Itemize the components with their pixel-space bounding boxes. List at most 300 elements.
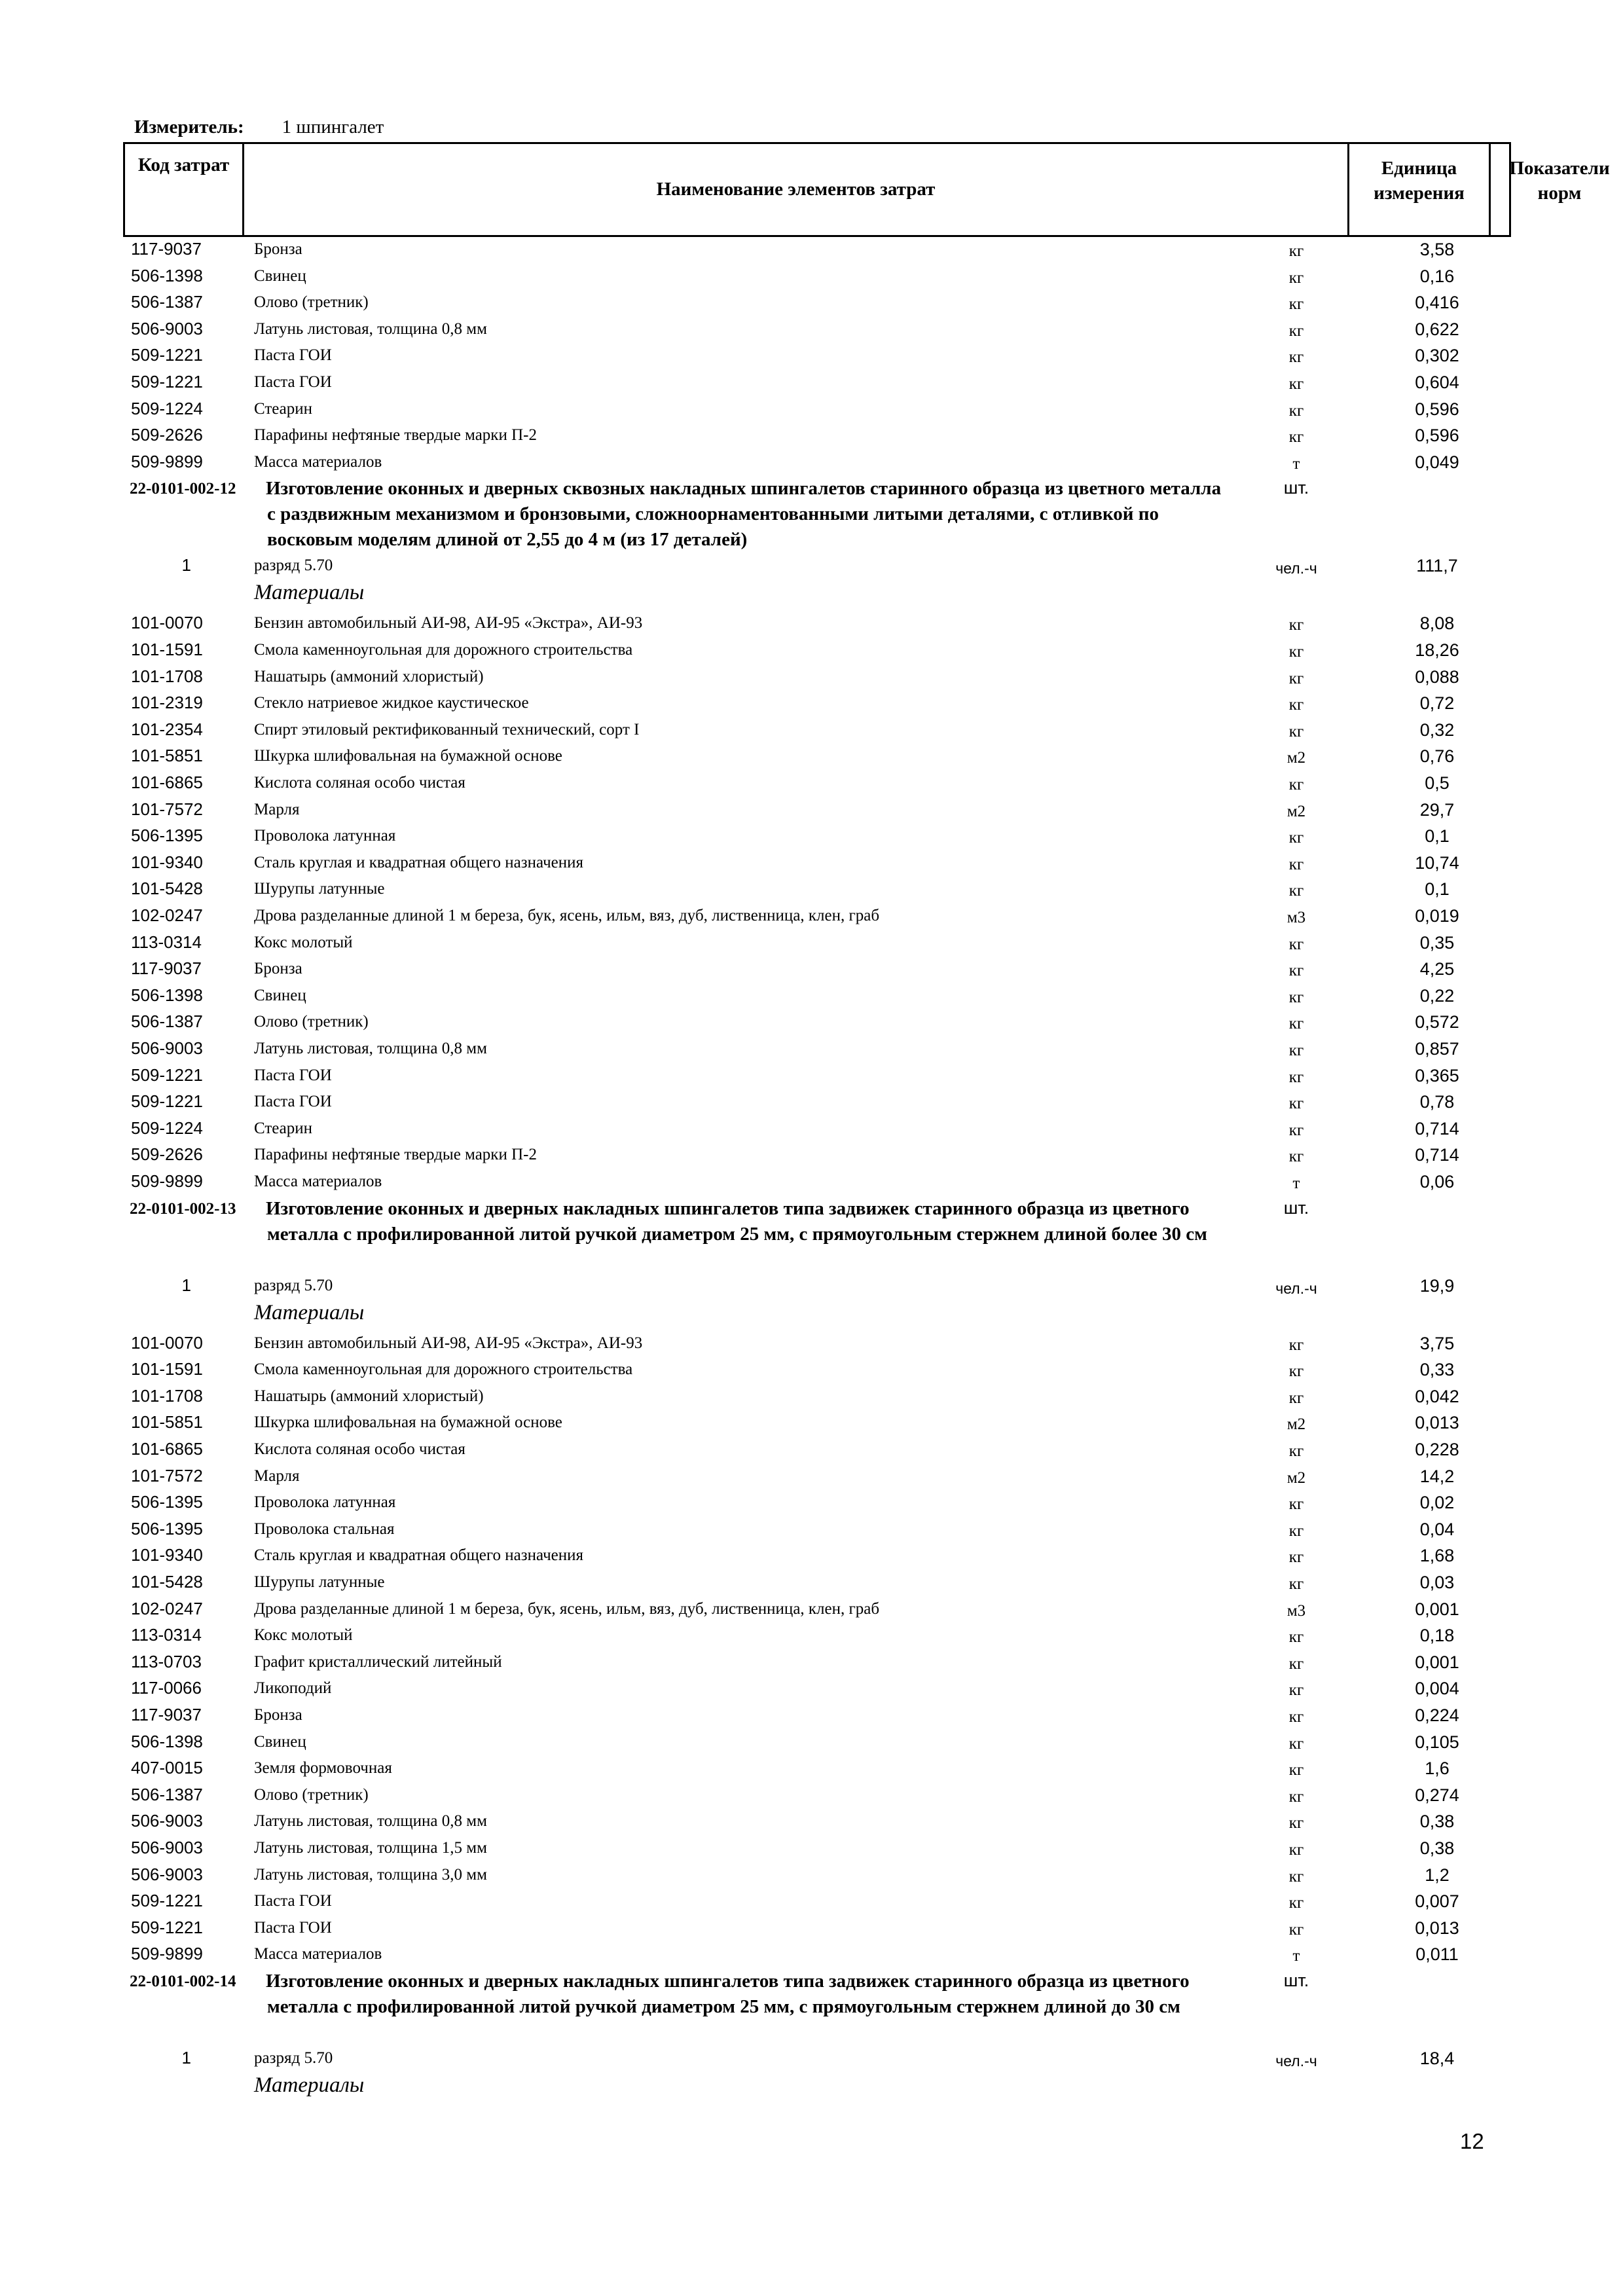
row-name: Паста ГОИ xyxy=(254,1892,332,1910)
row-code: 509-9899 xyxy=(131,1944,203,1964)
row-value: 0,1 xyxy=(1425,826,1450,847)
page-number: 12 xyxy=(1460,2129,1484,2153)
row-code: 101-1591 xyxy=(131,640,203,659)
row-value: 0,04 xyxy=(1419,1519,1455,1539)
meter-label: Измеритель: xyxy=(134,117,244,137)
meter-line xyxy=(134,117,384,138)
row-name: Стекло натриевое жидкое каустическое xyxy=(254,694,529,712)
row-unit: шт. xyxy=(1283,478,1309,498)
row-unit: кг xyxy=(1288,1920,1304,1939)
row-name: Масса материалов xyxy=(254,1945,382,1963)
row-code: 509-1221 xyxy=(131,1091,203,1112)
row-value: 0,1 xyxy=(1425,879,1450,900)
row-name: Шурупы латунные xyxy=(254,1573,385,1591)
row-name: разряд 5.70 xyxy=(254,2049,333,2067)
table-row xyxy=(0,343,1623,370)
row-value: 0,596 xyxy=(1415,426,1459,446)
row-unit: кг xyxy=(1288,1121,1304,1139)
table-row xyxy=(0,397,1623,424)
row-code: 101-5851 xyxy=(131,746,203,766)
row-value: 0,857 xyxy=(1415,1039,1459,1059)
row-unit: м3 xyxy=(1286,909,1306,926)
row-value: 0,011 xyxy=(1415,1944,1459,1965)
row-name: Бронза xyxy=(254,960,302,978)
table-row xyxy=(0,1464,1623,1491)
row-name: Свинец xyxy=(254,1732,306,1751)
row-unit: кг xyxy=(1288,401,1304,420)
row-value: 0,72 xyxy=(1419,693,1455,714)
row-code: 506-1395 xyxy=(131,1518,203,1539)
table-row xyxy=(0,1063,1623,1090)
row-unit: кг xyxy=(1288,1867,1304,1886)
row-unit: кг xyxy=(1288,348,1304,367)
row-name: Смола каменноугольная для дорожного строительства xyxy=(254,641,633,659)
table-row xyxy=(0,744,1623,771)
row-unit: т xyxy=(1292,1947,1300,1965)
row-code: 101-1591 xyxy=(131,1359,203,1379)
row-name: Паста ГОИ xyxy=(254,373,332,391)
row-value: 3,58 xyxy=(1419,240,1455,259)
header-unit-line1: Единица xyxy=(1381,158,1457,179)
table-row xyxy=(0,290,1623,317)
table-row xyxy=(0,1410,1623,1437)
row-code: 506-1398 xyxy=(131,985,203,1005)
row-name: Проволока стальная xyxy=(254,1520,395,1538)
table-row xyxy=(0,903,1623,930)
row-value: 0,714 xyxy=(1415,1145,1459,1165)
materials-heading-row xyxy=(0,581,1623,611)
table-row xyxy=(0,1517,1623,1544)
table-row xyxy=(0,611,1623,638)
header-name: Наименование элементов затрат xyxy=(244,144,1349,235)
row-name: Бронза xyxy=(254,1706,302,1724)
row-name: Материалы xyxy=(254,581,365,605)
rank-row xyxy=(0,2046,1623,2073)
row-name: Олово (третник) xyxy=(254,1785,369,1804)
row-name: Масса материалов xyxy=(254,452,382,471)
row-value: 0,18 xyxy=(1419,1626,1455,1646)
table-row xyxy=(0,317,1623,344)
row-name: Бензин автомобильный АИ-98, АИ-95 «Экстра», АИ-93 xyxy=(254,1334,643,1352)
row-code: 509-9899 xyxy=(131,1171,203,1191)
row-unit: кг xyxy=(1288,962,1304,980)
row-name: Шурупы латунные xyxy=(254,880,385,898)
row-value: 0,76 xyxy=(1419,746,1455,767)
row-name: Земля формовочная xyxy=(254,1759,392,1777)
row-unit: кг xyxy=(1288,1522,1304,1540)
row-unit: кг xyxy=(1288,321,1304,340)
table-row xyxy=(0,1384,1623,1411)
table-row xyxy=(0,1650,1623,1677)
row-value: 8,08 xyxy=(1419,613,1455,634)
table-row xyxy=(0,1942,1623,1969)
row-code: 509-1221 xyxy=(131,345,203,365)
row-value: 29,7 xyxy=(1419,799,1455,820)
row-code: 101-9340 xyxy=(131,852,203,872)
row-unit: кг xyxy=(1288,268,1304,287)
table-row xyxy=(0,718,1623,744)
table-row xyxy=(0,1437,1623,1464)
table-row xyxy=(0,1623,1623,1650)
row-code: 117-9037 xyxy=(131,958,202,979)
row-unit: кг xyxy=(1288,1841,1304,1859)
table-row xyxy=(0,638,1623,665)
row-name: Паста ГОИ xyxy=(254,1093,332,1111)
table-row xyxy=(0,930,1623,957)
row-name: Кислота соляная особо чистая xyxy=(254,774,465,792)
row-value: 1,68 xyxy=(1419,1546,1455,1566)
header-norm-line1: Показатели xyxy=(1509,158,1610,179)
row-unit: кг xyxy=(1288,935,1304,953)
table-row xyxy=(0,450,1623,477)
table-row xyxy=(0,1756,1623,1783)
row-value: 0,38 xyxy=(1419,1812,1455,1832)
row-code: 1 xyxy=(181,555,191,575)
table-row xyxy=(0,1783,1623,1810)
row-name: Нашатырь (аммоний хлористый) xyxy=(254,1387,484,1405)
row-value: 0,049 xyxy=(1415,452,1459,472)
row-code: 506-1387 xyxy=(131,292,203,312)
table-row xyxy=(0,1730,1623,1757)
row-name: Изготовление оконных и дверных накладных шпингалетов типа задвижек старинного образца из цветного металла с профилированной литой ручкой диаметром 25 мм, с прямоугольным стержнем длиной до 30 см xyxy=(266,1971,1190,2017)
table-header xyxy=(123,142,1610,237)
header-unit-line2: измерения xyxy=(1374,183,1465,204)
row-name: разряд 5.70 xyxy=(254,556,333,575)
row-name: Проволока латунная xyxy=(254,827,396,845)
row-unit: кг xyxy=(1288,1148,1304,1166)
row-code: 509-1224 xyxy=(131,1118,203,1138)
row-unit: кг xyxy=(1288,1814,1304,1832)
section-row xyxy=(0,1196,1623,1273)
table-row xyxy=(0,237,1623,264)
table-row xyxy=(0,1089,1623,1116)
row-name: Кокс молотый xyxy=(254,1626,353,1645)
row-value: 0,416 xyxy=(1415,293,1459,313)
row-unit: шт. xyxy=(1283,1971,1309,1990)
row-value: 0,35 xyxy=(1419,932,1455,953)
row-code: 506-1398 xyxy=(131,1731,203,1751)
row-code: 113-0314 xyxy=(131,1625,202,1645)
table-row xyxy=(0,1676,1623,1703)
section-row xyxy=(0,476,1623,553)
row-code: 113-0703 xyxy=(131,1651,202,1671)
table-row xyxy=(0,797,1623,824)
row-code: 506-1395 xyxy=(131,1492,203,1512)
row-name: Кокс молотый xyxy=(254,933,353,951)
row-value: 18,4 xyxy=(1419,2049,1455,2068)
row-unit: кг xyxy=(1288,1095,1304,1113)
row-name: Дрова разделанные длиной 1 м береза, бук, ясень, ильм, вяз, дуб, лиственница, клен, граб xyxy=(254,907,880,924)
row-name: Стеарин xyxy=(254,1119,313,1137)
row-value: 0,274 xyxy=(1415,1785,1459,1805)
row-unit: чел.-ч xyxy=(1275,560,1317,577)
row-value: 0,013 xyxy=(1415,1413,1459,1433)
row-value: 18,26 xyxy=(1415,640,1459,660)
table-row xyxy=(0,983,1623,1010)
row-value: 4,25 xyxy=(1419,959,1455,979)
row-unit: кг xyxy=(1288,1389,1304,1407)
table-row xyxy=(0,850,1623,877)
table-row xyxy=(0,1570,1623,1597)
row-name: Изготовление оконных и дверных накладных шпингалетов типа задвижек старинного образца из цветного металла с профилированной литой ручкой диаметром 25 мм, с прямоугольным стержнем длиной более 30 см xyxy=(266,1197,1207,1245)
row-code: 506-9003 xyxy=(131,1811,203,1831)
row-name: Паста ГОИ xyxy=(254,1918,332,1937)
row-unit: м2 xyxy=(1286,1415,1306,1434)
row-value: 0,042 xyxy=(1415,1386,1459,1406)
row-unit: кг xyxy=(1288,1548,1304,1567)
row-code: 101-7572 xyxy=(131,799,203,819)
row-code: 509-1221 xyxy=(131,372,203,392)
row-value: 0,622 xyxy=(1415,319,1459,339)
row-value: 14,2 xyxy=(1419,1466,1455,1486)
row-code: 506-9003 xyxy=(131,318,203,338)
row-name: Латунь листовая, толщина 0,8 мм xyxy=(254,319,487,338)
row-code: 509-1221 xyxy=(131,1891,203,1911)
table-row xyxy=(0,824,1623,850)
row-value: 0,604 xyxy=(1415,373,1459,392)
row-name: Графит кристаллический литейный xyxy=(254,1652,502,1671)
row-value: 0,38 xyxy=(1419,1838,1455,1858)
table-row xyxy=(0,370,1623,397)
row-name: Бензин автомобильный АИ-98, АИ-95 «Экстра», АИ-93 xyxy=(254,614,643,632)
row-unit: кг xyxy=(1288,1681,1304,1700)
row-name: Сталь круглая и квадратная общего назначения xyxy=(254,853,584,871)
row-unit: кг xyxy=(1288,829,1304,847)
row-name: Сталь круглая и квадратная общего назначения xyxy=(254,1546,584,1565)
row-code: 101-1708 xyxy=(131,666,203,686)
row-name: Латунь листовая, толщина 0,8 мм xyxy=(254,1812,487,1831)
row-code: 506-1395 xyxy=(131,826,203,846)
row-code: 1 xyxy=(181,1275,191,1295)
table-row xyxy=(0,1836,1623,1863)
row-code: 101-0070 xyxy=(131,1332,203,1353)
row-unit: кг xyxy=(1288,1042,1304,1059)
row-unit: кг xyxy=(1288,776,1304,793)
row-unit: м3 xyxy=(1286,1601,1306,1620)
row-unit: кг xyxy=(1288,375,1304,393)
row-name: Свинец xyxy=(254,266,306,285)
row-value: 0,02 xyxy=(1419,1493,1455,1513)
row-value: 0,004 xyxy=(1415,1679,1459,1699)
row-name: Материалы xyxy=(254,1300,365,1324)
row-unit: кг xyxy=(1288,1894,1304,1912)
row-code: 407-0015 xyxy=(131,1758,203,1778)
row-value: 111,7 xyxy=(1416,556,1458,576)
row-value: 0,001 xyxy=(1415,1599,1459,1619)
row-value: 0,5 xyxy=(1425,773,1450,793)
table-row xyxy=(0,957,1623,983)
row-value: 0,06 xyxy=(1419,1172,1455,1192)
row-name: Парафины нефтяные твердые марки П-2 xyxy=(254,426,537,445)
row-name: Марля xyxy=(254,800,300,818)
row-code: 509-1221 xyxy=(131,1917,203,1937)
row-unit: кг xyxy=(1288,669,1304,687)
row-unit: кг xyxy=(1288,855,1304,873)
row-value: 0,019 xyxy=(1415,906,1459,926)
row-name: Олово (третник) xyxy=(254,293,369,312)
row-unit: кг xyxy=(1288,882,1304,900)
row-value: 0,33 xyxy=(1419,1360,1455,1380)
table-row xyxy=(0,1169,1623,1196)
table-row xyxy=(0,1597,1623,1624)
section-row xyxy=(0,1969,1623,2046)
row-unit: кг xyxy=(1288,242,1304,260)
row-code: 101-5428 xyxy=(131,879,203,899)
row-unit: кг xyxy=(1288,428,1304,446)
table-row xyxy=(0,771,1623,797)
row-value: 0,302 xyxy=(1415,346,1459,366)
row-code: 509-1221 xyxy=(131,1065,203,1085)
row-name: Смола каменноугольная для дорожного строительства xyxy=(254,1360,633,1379)
row-unit: т xyxy=(1292,1175,1300,1192)
row-unit: кг xyxy=(1288,1787,1304,1806)
row-value: 0,001 xyxy=(1415,1652,1459,1672)
row-name: Дрова разделанные длиной 1 м береза, бук, ясень, ильм, вяз, дуб, лиственница, клен, граб xyxy=(254,1599,880,1618)
row-code: 506-9003 xyxy=(131,1038,203,1058)
row-unit: кг xyxy=(1288,722,1304,740)
row-name: Парафины нефтяные твердые марки П-2 xyxy=(254,1146,537,1164)
row-value: 0,007 xyxy=(1415,1891,1459,1912)
materials-heading-row xyxy=(0,2073,1623,2104)
row-name: Стеарин xyxy=(254,399,313,418)
row-code: 509-2626 xyxy=(131,1144,203,1165)
table-row xyxy=(0,1357,1623,1384)
rank-row xyxy=(0,1273,1623,1301)
row-code: 101-9340 xyxy=(131,1545,203,1565)
row-code: 1 xyxy=(181,2048,191,2068)
row-code: 506-1398 xyxy=(131,265,203,285)
row-value: 0,714 xyxy=(1415,1118,1459,1139)
table-row xyxy=(0,1916,1623,1942)
header-unit xyxy=(1349,144,1491,235)
row-value: 3,75 xyxy=(1419,1333,1455,1353)
row-value: 0,572 xyxy=(1415,1012,1459,1032)
rank-row xyxy=(0,553,1623,581)
table-row xyxy=(0,1703,1623,1730)
row-name: Изготовление оконных и дверных сквозных накладных шпингалетов старинного образца из цветного металла с раздвижным механизмом и бронзовыми, сложноорнаментованными литыми деталями, с отливкой по восковым моделям длиной от 2,55 до 4 м (из 17 деталей) xyxy=(266,478,1222,551)
table-row xyxy=(0,1889,1623,1916)
row-value: 1,6 xyxy=(1425,1758,1450,1779)
row-value: 0,365 xyxy=(1415,1065,1459,1085)
row-name: Ликоподий xyxy=(254,1679,332,1698)
row-value: 0,228 xyxy=(1415,1440,1459,1459)
table-row xyxy=(0,691,1623,718)
row-unit: кг xyxy=(1288,1734,1304,1753)
table-row xyxy=(0,1010,1623,1036)
row-unit: кг xyxy=(1288,1362,1304,1381)
row-code: 509-2626 xyxy=(131,425,203,445)
table-row xyxy=(0,1543,1623,1570)
row-unit: кг xyxy=(1288,295,1304,314)
materials-heading-row xyxy=(0,1301,1623,1331)
row-unit: кг xyxy=(1288,1495,1304,1514)
table-row xyxy=(0,1490,1623,1517)
row-code: 101-1708 xyxy=(131,1385,203,1406)
row-name: Спирт этиловый ректификованный технический, сорт I xyxy=(254,720,640,738)
row-code: 506-9003 xyxy=(131,1838,203,1857)
table-row xyxy=(0,423,1623,450)
row-code: 101-2354 xyxy=(131,719,203,739)
row-name: Нашатырь (аммоний хлористый) xyxy=(254,667,484,685)
row-code: 102-0247 xyxy=(131,905,203,925)
row-code: 113-0314 xyxy=(131,932,202,952)
row-value: 0,013 xyxy=(1415,1918,1459,1938)
row-unit: кг xyxy=(1288,696,1304,714)
row-unit: кг xyxy=(1288,1575,1304,1593)
row-unit: м2 xyxy=(1286,749,1306,767)
row-code: 117-9037 xyxy=(131,239,202,259)
row-code: 101-0070 xyxy=(131,613,203,633)
row-code: 102-0247 xyxy=(131,1598,203,1618)
row-value: 0,088 xyxy=(1415,666,1459,687)
row-unit: м2 xyxy=(1286,802,1306,820)
row-code: 117-9037 xyxy=(131,1705,202,1724)
table-row xyxy=(0,1863,1623,1889)
row-value: 10,74 xyxy=(1415,852,1459,873)
row-code: 22-0101-002-13 xyxy=(130,1199,236,1218)
row-code: 506-9003 xyxy=(131,1864,203,1884)
row-unit: кг xyxy=(1288,1015,1304,1033)
table-row xyxy=(0,1809,1623,1836)
row-unit: чел.-ч xyxy=(1275,1279,1317,1297)
row-code: 506-1387 xyxy=(131,1011,203,1032)
table-row xyxy=(0,877,1623,903)
row-unit: кг xyxy=(1288,1442,1304,1460)
table-row xyxy=(0,1142,1623,1169)
row-unit: кг xyxy=(1288,988,1304,1006)
row-name: Латунь листовая, толщина 0,8 мм xyxy=(254,1040,487,1057)
row-unit: кг xyxy=(1288,616,1304,634)
row-unit: чел.-ч xyxy=(1275,2052,1317,2069)
row-value: 0,105 xyxy=(1415,1732,1459,1752)
table-row xyxy=(0,1331,1623,1358)
table-row xyxy=(0,1036,1623,1063)
row-name: Масса материалов xyxy=(254,1173,382,1190)
row-unit: кг xyxy=(1288,1628,1304,1647)
row-value: 0,32 xyxy=(1419,720,1455,740)
row-name: Паста ГОИ xyxy=(254,346,332,365)
row-name: разряд 5.70 xyxy=(254,1276,333,1294)
row-code: 101-5851 xyxy=(131,1412,203,1432)
row-unit: кг xyxy=(1288,1708,1304,1726)
meter-value: 1 шпингалет xyxy=(282,117,384,137)
row-unit: кг xyxy=(1288,1068,1304,1086)
row-name: Свинец xyxy=(254,986,306,1004)
table-row xyxy=(0,665,1623,691)
row-unit: кг xyxy=(1288,643,1304,661)
row-name: Кислота соляная особо чистая xyxy=(254,1440,465,1458)
row-code: 509-1224 xyxy=(131,398,203,418)
row-value: 0,16 xyxy=(1419,266,1455,286)
table-row xyxy=(0,1116,1623,1143)
row-code: 101-2319 xyxy=(131,693,203,713)
row-unit: кг xyxy=(1288,1336,1304,1354)
row-code: 101-7572 xyxy=(131,1465,203,1485)
table-row xyxy=(0,264,1623,291)
row-name: Латунь листовая, толщина 1,5 мм xyxy=(254,1839,487,1857)
row-unit: шт. xyxy=(1283,1197,1309,1218)
row-value: 0,596 xyxy=(1415,399,1459,419)
row-name: Бронза xyxy=(254,240,302,258)
row-code: 101-6865 xyxy=(131,773,203,792)
row-code: 509-9899 xyxy=(131,451,203,471)
row-name: Латунь листовая, толщина 3,0 мм xyxy=(254,1865,487,1884)
row-value: 1,2 xyxy=(1425,1865,1450,1885)
row-name: Шкурка шлифовальная на бумажной основе xyxy=(254,1413,562,1432)
row-value: 0,03 xyxy=(1419,1573,1455,1592)
header-norm-line2: норм xyxy=(1537,183,1582,204)
row-name: Проволока латунная xyxy=(254,1493,396,1512)
